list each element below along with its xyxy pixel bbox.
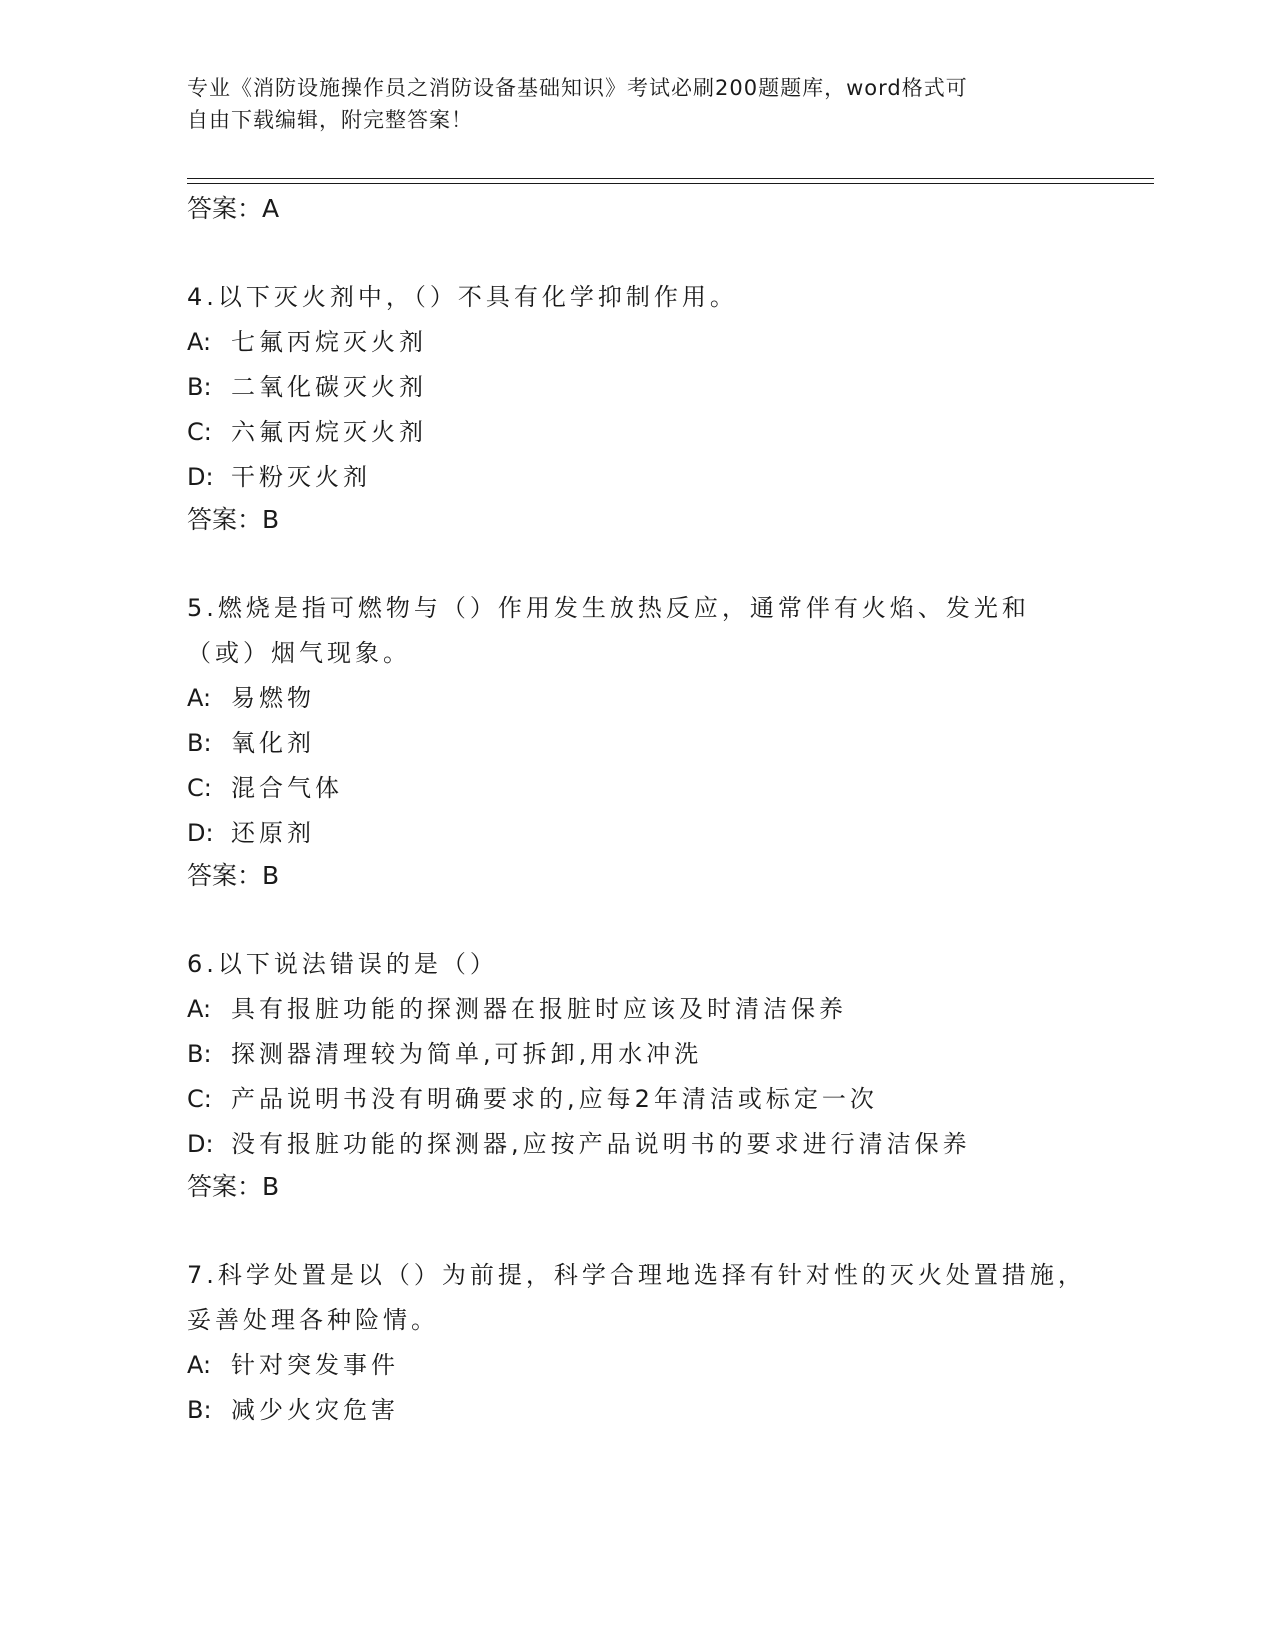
option-a — [187, 1343, 1087, 1388]
option-key: B: — [187, 1396, 212, 1424]
option-a — [187, 320, 1087, 365]
option-text: 探测器清理较为简单,可拆卸,用水冲洗 — [231, 1040, 703, 1068]
option-d — [187, 1122, 1087, 1167]
answer-line: 答案：B — [187, 505, 280, 534]
option-text: 干粉灭火剂 — [231, 463, 371, 491]
option-c — [187, 1077, 1087, 1122]
option-key: D: — [187, 1130, 214, 1158]
option-key: A: — [187, 1351, 212, 1379]
option-text: 六氟丙烷灭火剂 — [231, 418, 427, 446]
option-text: 减少火灾危害 — [231, 1396, 399, 1424]
option-key: B: — [187, 1040, 212, 1068]
question-4 — [187, 275, 1087, 540]
option-text: 氧化剂 — [231, 729, 315, 757]
question-list — [187, 189, 1087, 1433]
option-text: 二氧化碳灭火剂 — [231, 373, 427, 401]
question-text: 5.燃烧是指可燃物与（）作用发生放热反应，通常伴有火焰、发光和（或）烟气现象。 — [187, 594, 1030, 667]
option-text: 针对突发事件 — [231, 1351, 399, 1379]
option-d — [187, 455, 1087, 500]
option-b — [187, 721, 1087, 766]
option-text: 易燃物 — [231, 684, 315, 712]
option-text: 产品说明书没有明确要求的,应每2年清洁或标定一次 — [231, 1085, 878, 1113]
option-key: C: — [187, 774, 212, 802]
question-5 — [187, 586, 1087, 896]
option-key: B: — [187, 729, 212, 757]
header-line-2: 自由下载编辑，附完整答案！ — [187, 108, 473, 132]
option-text: 还原剂 — [231, 819, 315, 847]
question-text: 6.以下说法错误的是（） — [187, 950, 498, 978]
question-6 — [187, 942, 1087, 1207]
option-c — [187, 410, 1087, 455]
option-text: 混合气体 — [231, 774, 343, 802]
answer-line: 答案：A — [187, 194, 280, 223]
option-d — [187, 811, 1087, 856]
option-key: D: — [187, 463, 214, 491]
option-a — [187, 987, 1087, 1032]
option-key: A: — [187, 684, 212, 712]
option-b — [187, 1032, 1087, 1077]
question-7 — [187, 1253, 1087, 1433]
page-header — [187, 72, 1067, 136]
question-text: 4.以下灭火剂中，（）不具有化学抑制作用。 — [187, 283, 738, 311]
option-key: D: — [187, 819, 214, 847]
option-text: 具有报脏功能的探测器在报脏时应该及时清洁保养 — [231, 995, 847, 1023]
answer-line: 答案：B — [187, 861, 280, 890]
option-key: A: — [187, 995, 212, 1023]
option-text: 没有报脏功能的探测器,应按产品说明书的要求进行清洁保养 — [231, 1130, 971, 1158]
header-divider — [187, 178, 1154, 184]
question-text: 7.科学处置是以（）为前提，科学合理地选择有针对性的灭火处置措施，妥善处理各种险情。 — [187, 1261, 1086, 1334]
option-key: C: — [187, 418, 212, 446]
option-c — [187, 766, 1087, 811]
option-key: B: — [187, 373, 212, 401]
option-a — [187, 676, 1087, 721]
answer-line: 答案：B — [187, 1172, 280, 1201]
option-text: 七氟丙烷灭火剂 — [231, 328, 427, 356]
option-b — [187, 1388, 1087, 1433]
option-key: C: — [187, 1085, 212, 1113]
option-b — [187, 365, 1087, 410]
option-key: A: — [187, 328, 212, 356]
header-line-1: 专业《消防设施操作员之消防设备基础知识》考试必刷200题题库，word格式可 — [187, 76, 968, 100]
